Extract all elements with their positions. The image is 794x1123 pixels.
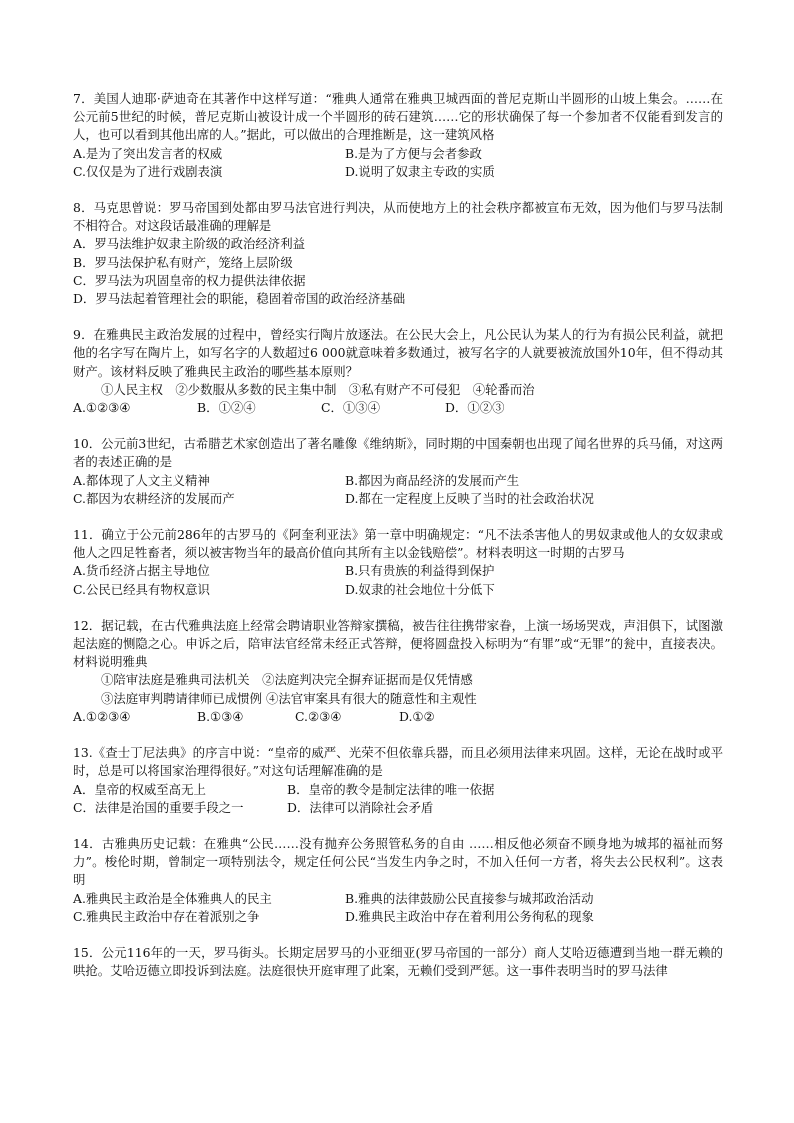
option-list: [73, 562, 723, 598]
statement-line: ③法庭审判聘请律师已成惯例 ④法官审案具有很大的随意性和主观性: [101, 690, 477, 706]
option-b: B．①②④: [197, 400, 256, 416]
option-list: [73, 708, 723, 726]
question-14: [73, 835, 723, 926]
option-b: B.都因为商品经济的发展而产生: [345, 472, 520, 488]
option-d: D．①②③: [445, 400, 505, 416]
option-c: C.雅典民主政治中存在着派别之争: [73, 908, 260, 924]
question-8: [73, 199, 723, 308]
question-7: [73, 90, 723, 181]
option-d: D.①②: [399, 708, 435, 724]
option-list: [73, 472, 723, 508]
option-a: A.①②③④: [73, 400, 131, 416]
statement-line: ①陪审法庭是雅典司法机关 ②法庭判决完全摒弃证据而是仅凭情感: [101, 672, 473, 688]
option-a: A.货币经济占据主导地位: [73, 563, 210, 579]
option-d: D．法律可以消除社会矛盾: [287, 799, 434, 815]
option-list: [73, 145, 723, 181]
option-c: C．罗马法为巩固皇帝的权力提供法律依据: [73, 272, 306, 288]
question-13: [73, 744, 723, 817]
option-c: C.都因为农耕经济的发展而产: [73, 490, 235, 506]
question-stem: 9．在雅典民主政治发展的过程中，曾经实行陶片放逐法。在公民大会上，凡公民认为某人的行为有损公民利益，就把他的名字写在陶片上，如写名字的人数超过6 000就意味着多数通过，被写名字的人就要被流放国外10年，但不得动其财产。该材料反映了雅典民主政治的哪些基本原则？: [73, 327, 723, 379]
numbered-statements: [73, 381, 723, 399]
question-stem: 10．公元前3世纪，古希腊艺术家创造出了著名雕像《维纳斯》，同时期的中国秦朝也出现了闻名世界的兵马俑，对这两者的表述正确的是: [73, 436, 723, 470]
option-d: D．罗马法起着管理社会的职能，稳固着帝国的政治经济基础: [73, 291, 406, 307]
question-12: [73, 617, 723, 726]
option-list: [73, 890, 723, 926]
option-a: A．皇帝的权威至高无上: [73, 781, 206, 797]
option-b: B.雅典的法律鼓励公民直接参与城邦政治活动: [345, 890, 594, 906]
option-b: B.是为了方便与会者参政: [345, 145, 482, 161]
question-11: [73, 526, 723, 599]
question-stem: 13.《查士丁尼法典》的序言中说：“皇帝的威严、光荣不但依靠兵器，而且必须用法律来巩固。这样，无论在战时或平时，总是可以将国家治理得很好。”对这句话理解准确的是: [73, 745, 723, 779]
option-a: A．罗马法维护奴隶主阶级的政治经济利益: [73, 236, 305, 252]
option-c: C．法律是治国的重要手段之一: [73, 799, 244, 815]
option-b: B.①③④: [197, 708, 244, 724]
option-list: [73, 235, 723, 308]
option-list: [73, 399, 723, 417]
question-stem: 8．马克思曾说：罗马帝国到处都由罗马法官进行判决，从而使地方上的社会秩序都被宣布无效，因为他们与罗马法制不相符合。对这段话最准确的理解是: [73, 200, 723, 234]
option-d: D.说明了奴隶主专政的实质: [345, 163, 495, 179]
option-c: C.仅仅是为了进行戏剧表演: [73, 163, 223, 179]
option-a: A.①②③④: [73, 708, 131, 724]
question-stem: 12．据记载，在古代雅典法庭上经常会聘请职业答辩家撰稿，被告往往携带家眷，上演一场场哭戏，声泪俱下，试图激起法庭的恻隐之心。申诉之后，陪审法官经常未经正式答辩，便将圆盘投入标明为“有罪”或“无罪”的瓮中，直接表决。材料说明雅典: [73, 617, 723, 670]
question-stem: 14．古雅典历史记载：在雅典“公民……没有抛弃公务照管私务的自由 ……相反他必须奋不顾身地为城邦的福祉而努力”。梭伦时期，曾制定一项特别法令，规定任何公民“当发生内争之时，不加入任何一方者，将失去公民权利”。这表明: [73, 835, 723, 888]
option-list: [73, 781, 723, 817]
question-stem: 15．公元116年的一天，罗马街头。长期定居罗马的小亚细亚(罗马帝国的一部分）商人艾哈迈德遭到当地一群无赖的哄抢。艾哈迈德立即投诉到法庭。法庭很快开庭审理了此案，无赖们受到严惩。这一事件表明当时的罗马法律: [73, 944, 723, 979]
question-stem: 11．确立于公元前286年的古罗马的《阿奎利亚法》第一章中明确规定：“凡不法杀害他人的男奴隶或他人的女奴隶或他人之四足牲畜者，须以被害物当年的最高价值向其所有主以金钱赔偿”。材料表明这一时期的古罗马: [73, 527, 723, 561]
option-b: B.只有贵族的利益得到保护: [345, 563, 495, 579]
option-d: D.雅典民主政治中存在着利用公务徇私的现象: [345, 908, 594, 924]
question-stem: 7．美国人迪耶·萨迪奇在其著作中这样写道：“雅典人通常在雅典卫城西面的普尼克斯山半圆形的山坡上集会。……在公元前5世纪的时候，普尼克斯山被设计成一个半圆形的砖石建筑……它的形状确保了每一个参加者不仅能看到发言的人，也可以看到其他出席的人。”据此，可以做出的合理推断是，这一建筑风格: [73, 91, 723, 143]
option-b: B．罗马法保护私有财产，笼络上层阶级: [73, 254, 293, 270]
exam-page: [73, 90, 723, 998]
option-b: B．皇帝的教令是制定法律的唯一依据: [287, 781, 495, 797]
statement-line: ①人民主权 ②少数服从多数的民主集中制 ③私有财产不可侵犯 ④轮番而治: [101, 381, 535, 397]
option-c: C.公民已经具有物权意识: [73, 581, 210, 597]
option-a: A.都体现了人文主义精神: [73, 472, 210, 488]
option-c: C.②③④: [295, 708, 342, 724]
option-c: C．①③④: [321, 400, 381, 416]
question-10: [73, 435, 723, 508]
option-a: A.是为了突出发言者的权威: [73, 145, 223, 161]
numbered-statements: [73, 671, 723, 707]
question-9: [73, 326, 723, 417]
option-a: A.雅典民主政治是全体雅典人的民主: [73, 890, 272, 906]
option-d: D.都在一定程度上反映了当时的社会政治状况: [345, 490, 594, 506]
option-d: D.奴隶的社会地位十分低下: [345, 581, 495, 597]
question-15: [73, 944, 723, 980]
